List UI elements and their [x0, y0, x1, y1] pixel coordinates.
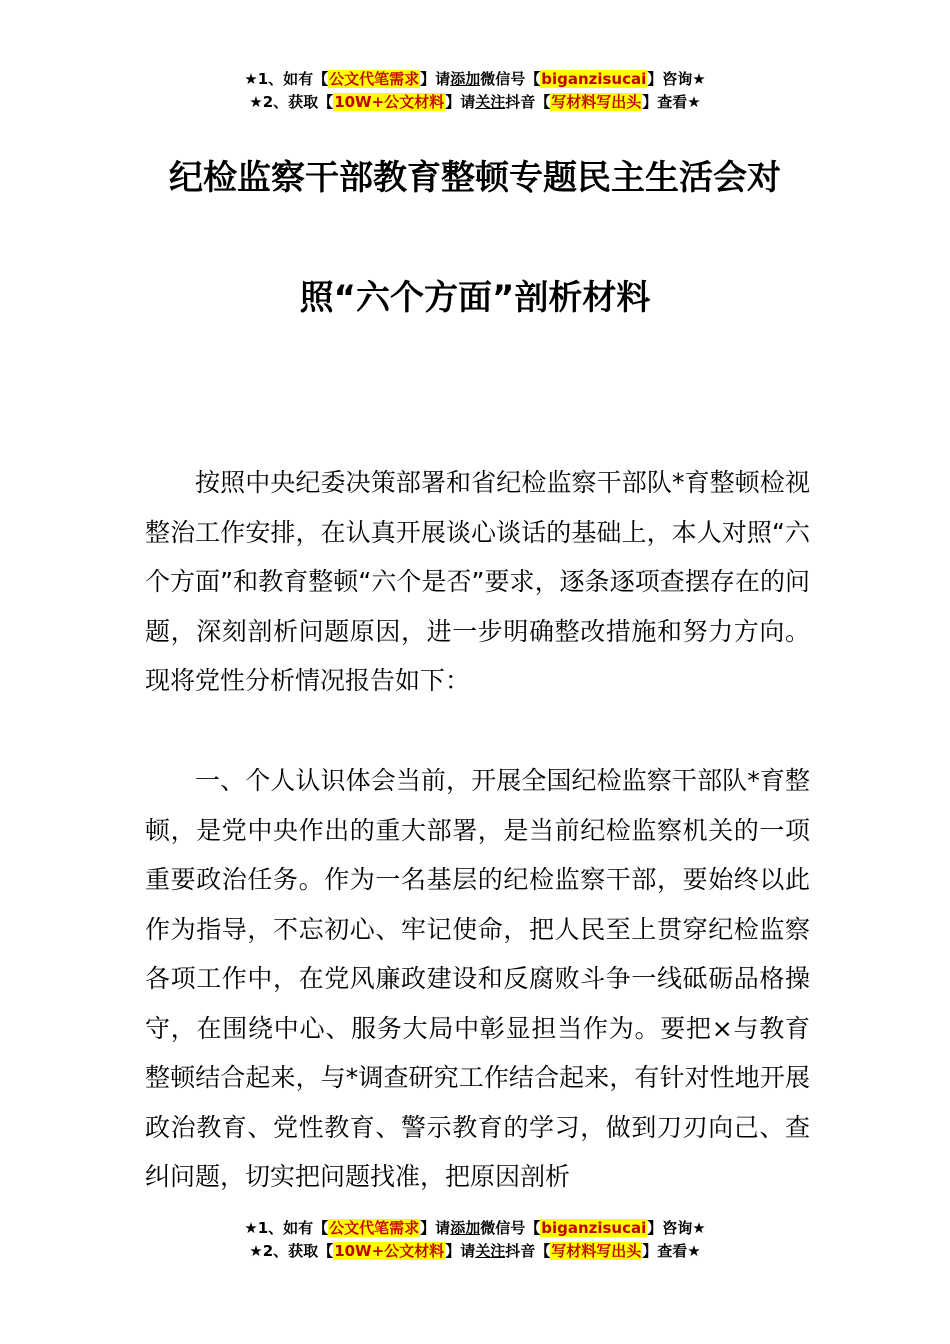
body-paragraph-1: 按照中央纪委决策部署和省纪检监察干部队*育整顿检视整治工作安排，在认真开展谈心谈话的基础上，本人对照“六个方面”和教育整顿“六个是否”要求，逐条逐项查摆存在的问题，深刻剖析问题原因，进一步明确整改措施和努力方向。现将党性分析情况报告如下： — [145, 468, 810, 695]
banner-line-2 — [0, 1240, 950, 1263]
highlight-text: 10W+公文材料 — [334, 1242, 445, 1260]
banner-text: 】请 — [445, 1242, 476, 1260]
header-banner — [0, 68, 950, 114]
highlight-text: 10W+公文材料 — [334, 93, 445, 111]
highlight-text: 公文代笔需求 — [329, 1219, 420, 1237]
banner-text: ★2、获取【 — [249, 93, 334, 111]
banner-text: 】咨询★ — [647, 1219, 706, 1237]
highlight-text: 公文代笔需求 — [329, 70, 420, 88]
underlined-text: 添加 — [450, 1219, 481, 1237]
banner-text: 微信号【 — [480, 1219, 541, 1237]
highlight-text: 写材料写出头 — [551, 93, 642, 111]
banner-text: 】请 — [445, 93, 476, 111]
banner-text: 】查看★ — [642, 1242, 701, 1260]
banner-line-1 — [0, 68, 950, 91]
banner-text: ★1、如有【 — [244, 1219, 329, 1237]
highlight-text: biganzisucai — [541, 70, 647, 88]
highlight-text: biganzisucai — [541, 1219, 647, 1237]
banner-text: ★1、如有【 — [244, 70, 329, 88]
banner-text: ★2、获取【 — [249, 1242, 334, 1260]
document-title-line-2: 照“六个方面”剖析材料 — [299, 278, 651, 318]
underlined-text: 关注 — [475, 1242, 506, 1260]
highlight-text: 写材料写出头 — [551, 1242, 642, 1260]
banner-text: 抖音【 — [505, 93, 551, 111]
banner-text: 】请 — [420, 1219, 451, 1237]
footer-banner — [0, 1217, 950, 1263]
banner-text: 】咨询★ — [647, 70, 706, 88]
banner-text: 】请 — [420, 70, 451, 88]
body-paragraph-2: 一、个人认识体会当前，开展全国纪检监察干部队*育整顿，是党中央作出的重大部署，是当前纪检监察机关的一项重要政治任务。作为一名基层的纪检监察干部，要始终以此作为指导，不忘初心、牢记使命，把人民至上贯穿纪检监察各项工作中，在党风廉政建设和反腐败斗争一线砥砺品格操守，在围绕中心、服务大局中彰显担当作为。要把×与教育整顿结合起来，与*调查研究工作结合起来，有针对性地开展政治教育、党性教育、警示教育的学习，做到刀刃向己、查纠问题，切实把问题找准，把原因剖析 — [145, 766, 810, 1191]
document-title-line-1: 纪检监察干部教育整顿专题民主生活会对 — [169, 158, 781, 198]
banner-text: 】查看★ — [642, 93, 701, 111]
underlined-text: 添加 — [450, 70, 481, 88]
banner-line-1 — [0, 1217, 950, 1240]
banner-line-2 — [0, 91, 950, 114]
underlined-text: 关注 — [475, 93, 506, 111]
banner-text: 微信号【 — [480, 70, 541, 88]
banner-text: 抖音【 — [505, 1242, 551, 1260]
